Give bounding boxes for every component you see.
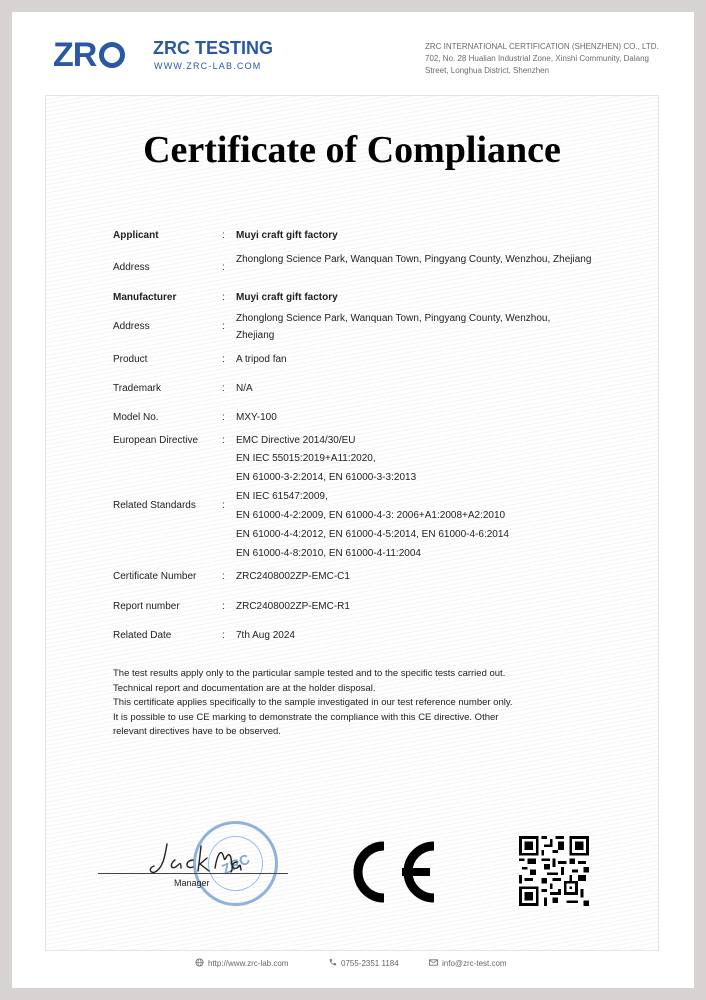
separator: :	[222, 262, 225, 273]
separator: :	[222, 412, 225, 423]
logo-mark: ZR	[53, 36, 153, 75]
signatory-role: Manager	[174, 878, 210, 888]
applicant-label: Applicant	[113, 230, 159, 241]
model-number-value: MXY-100	[236, 412, 277, 423]
certificate-title: Certificate of Compliance	[143, 129, 561, 171]
trademark-label: Trademark	[113, 383, 161, 394]
phone-number: 0755-2351 1184	[341, 959, 399, 968]
product-label: Product	[113, 354, 148, 365]
note-line: The test results apply only to the particular sample tested and to the specific tests carried out.	[113, 668, 506, 679]
applicant-value: Muyi craft gift factory	[236, 230, 338, 241]
company-name: ZRC INTERNATIONAL CERTIFICATION (SHENZHEN) CO., LTD.	[425, 42, 659, 51]
company-address-line-2: Street, Longhua District, Shenzhen	[425, 66, 550, 75]
related-date-label: Related Date	[113, 630, 172, 641]
brand-name: ZRC TESTING	[153, 38, 273, 58]
email-link[interactable]: info@zrc-test.com	[442, 959, 507, 968]
note-line: Technical report and documentation are at the holder disposal.	[113, 682, 376, 694]
footer-phone	[328, 958, 399, 968]
trademark-value: N/A	[236, 383, 253, 394]
address-label: Address	[113, 262, 150, 273]
certificate-number-label: Certificate Number	[113, 571, 197, 582]
separator: :	[222, 435, 225, 446]
separator: :	[222, 292, 225, 303]
standard-item: EN 61000-4-8:2010, EN 61000-4-11:2004	[236, 548, 421, 559]
note-line: relevant directives have to be observed.	[113, 726, 281, 737]
mail-icon	[429, 958, 438, 967]
report-number-label: Report number	[113, 601, 180, 612]
related-date-value: 7th Aug 2024	[236, 630, 295, 641]
manufacturer-address-value: Zhonglong Science Park, Wanquan Town, Pingyang County, Wenzhou, Zhejiang	[236, 313, 551, 341]
manufacturer-label: Manufacturer	[113, 292, 177, 303]
applicant-address-value: Zhonglong Science Park, Wanquan Town, Pingyang County, Wenzhou, Zhejiang	[236, 254, 592, 265]
signature-line	[98, 873, 288, 874]
manager-signature	[145, 838, 255, 883]
company-address-line-1: 702, No. 28 Hualian Industrial Zone, Xinshi Community, Dalang	[425, 54, 649, 63]
seal-text: ZRC	[199, 827, 272, 900]
standard-item: EN IEC 61547:2009,	[236, 491, 328, 502]
footer-email[interactable]	[429, 958, 507, 968]
brand-url: WWW.ZRC-LAB.COM	[154, 61, 262, 71]
note-line: This certificate applies specifically to the sample investigated in our test reference number only.	[113, 697, 513, 708]
separator: :	[222, 630, 225, 641]
separator: :	[222, 601, 225, 612]
european-directive-value: EMC Directive 2014/30/EU	[236, 435, 356, 446]
standard-item: EN 61000-3-2:2014, EN 61000-3-3:2013	[236, 472, 417, 483]
footer-website[interactable]	[195, 958, 288, 968]
website-link[interactable]: http://www.zrc-lab.com	[208, 959, 289, 968]
standard-item: EN 61000-4-4:2012, EN 61000-4-5:2014, EN 61000-4-6:2014	[236, 529, 509, 540]
globe-icon	[195, 958, 204, 967]
european-directive-label: European Directive	[113, 435, 199, 446]
related-standards-list	[236, 449, 509, 563]
certificate-number-value: ZRC2408002ZP-EMC-C1	[236, 571, 350, 582]
separator: :	[222, 571, 225, 582]
company-info	[425, 41, 660, 77]
model-number-label: Model No.	[113, 412, 159, 423]
standard-item: EN 61000-4-2:2009, EN 61000-4-3: 2006+A1:2008+A2:2010	[236, 510, 506, 521]
related-standards-label: Related Standards	[113, 500, 196, 511]
separator: :	[222, 383, 225, 394]
separator: :	[222, 230, 225, 241]
separator: :	[222, 500, 225, 511]
manufacturer-value: Muyi craft gift factory	[236, 292, 338, 303]
phone-icon	[328, 958, 337, 967]
separator: :	[222, 354, 225, 365]
note-line: It is possible to use CE marking to demonstrate the compliance with this CE directive. Other	[113, 711, 499, 723]
standard-item: EN IEC 55015:2019+A11:2020,	[236, 453, 376, 464]
product-value: A tripod fan	[236, 354, 287, 365]
address-label: Address	[113, 321, 150, 332]
compliance-notes	[113, 667, 573, 740]
report-number-value: ZRC2408002ZP-EMC-R1	[236, 601, 350, 612]
qr-code-icon	[519, 836, 589, 906]
separator: :	[222, 321, 225, 332]
ce-mark-icon	[344, 838, 439, 906]
